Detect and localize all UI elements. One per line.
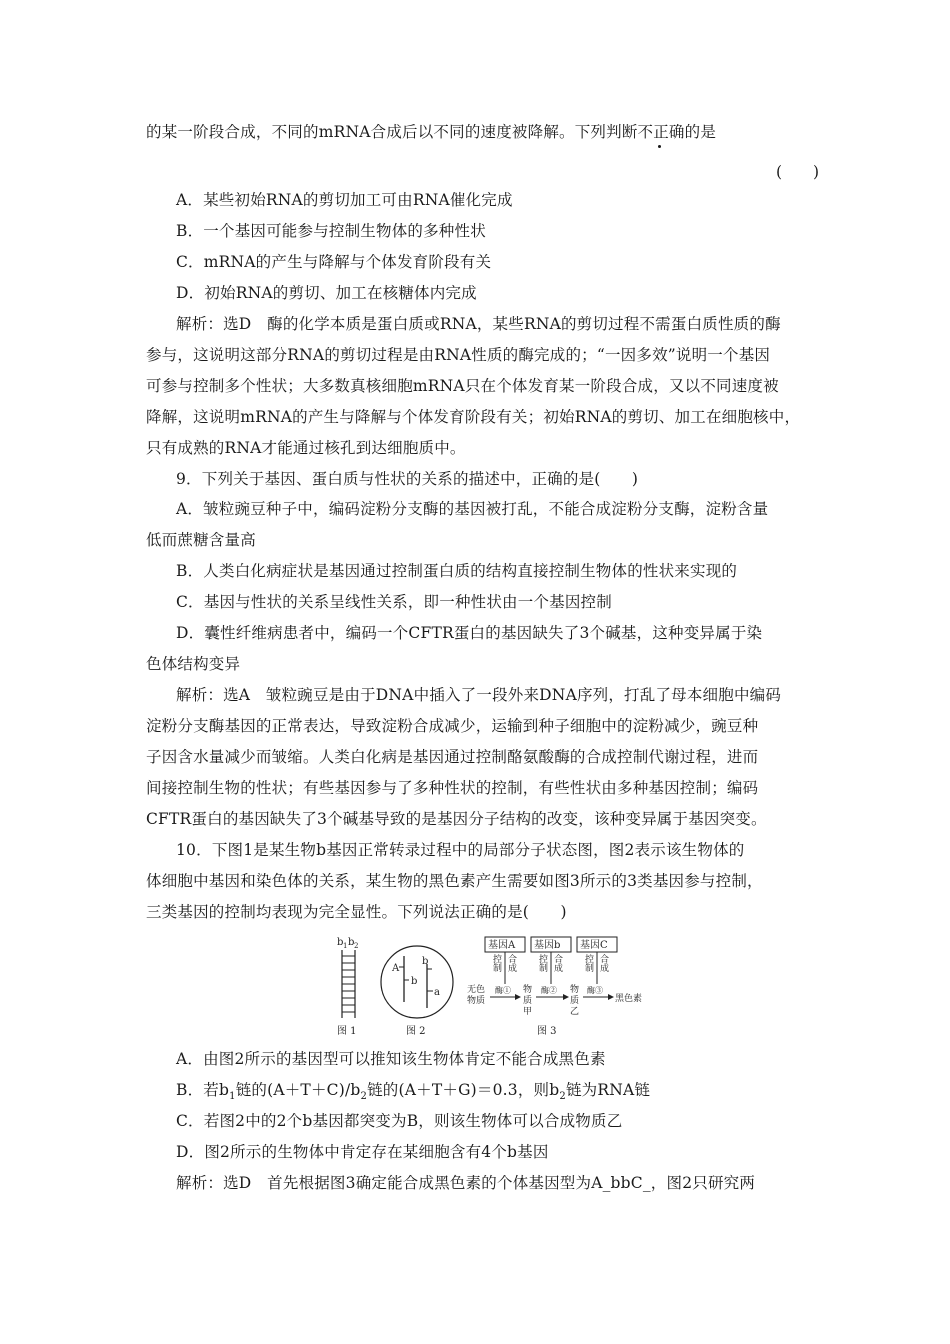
q10-stem-cont: 体细胞中基因和染色体的关系，某生物的黑色素产生需要如图3所示的3类基因参与控制，: [146, 872, 763, 890]
q9-option-a: A．皱粒豌豆种子中，编码淀粉分支酶的基因被打乱，不能合成淀粉分支酶，淀粉含量: [176, 500, 769, 518]
syn-a-2: 成: [508, 964, 518, 974]
q10-option-b: [176, 1080, 650, 1107]
figure-3-pathway: [467, 937, 642, 1037]
ctrl-a-1: 控: [493, 955, 503, 965]
q10-option-b-sub2: 2: [360, 1091, 368, 1103]
q9-option-c: C．基因与性状的关系呈线性关系，即一种性状由一个基因控制: [176, 593, 612, 611]
q8-option-c: C．mRNA的产生与降解与个体发育阶段有关: [176, 253, 492, 271]
mid1-1: 物: [523, 985, 533, 995]
ctrl-b-2: 制: [539, 964, 549, 974]
enzyme-2: 酶②: [541, 986, 557, 995]
q9-analysis-line: 间接控制生物的性状；有些基因参与了多种性状的控制，有些性状由多种基因控制；编码: [146, 779, 759, 797]
q9-analysis-line: 淀粉分支酶基因的正常表达，导致淀粉合成减少，运输到种子细胞中的淀粉减少，豌豆种: [146, 717, 759, 735]
gene-b-box: 基因b: [534, 940, 561, 951]
q9-stem: 9．下列关于基因、蛋白质与性状的关系的描述中，正确的是( ): [176, 470, 639, 488]
q9-analysis-line: 子因含水量减少而皱缩。人类白化病是基因通过控制酪氨酸酶的合成控制代谢过程，进而: [146, 748, 759, 766]
mid2-3: 乙: [570, 1007, 580, 1017]
enzyme-3: 酶③: [587, 986, 603, 995]
fig1-strand1-label: b: [337, 937, 344, 948]
q10-option-d: D．图2所示的生物体中肯定存在某细胞含有4个b基因: [176, 1143, 549, 1161]
q8-option-d: D．初始RNA的剪切、加工在核糖体内完成: [176, 284, 477, 302]
start-substance-1: 无色: [467, 985, 486, 995]
syn-b-1: 合: [554, 955, 564, 965]
mid1-2: 质: [523, 996, 533, 1006]
enzyme-1: 酶①: [495, 986, 511, 995]
syn-b-2: 成: [554, 964, 564, 974]
emphasis-dot: [658, 145, 661, 148]
gene-a-box: 基因A: [488, 940, 516, 951]
ctrl-b-1: 控: [539, 955, 549, 965]
q10-analysis-line: 解析：选D 首先根据图3确定能合成黑色素的个体基因型为A_bbC_，图2只研究两: [176, 1174, 756, 1192]
figure-2-cell: [381, 946, 453, 1037]
end-product: 黑色素: [615, 994, 643, 1004]
q10-option-c: C．若图2中的2个b基因都突变为B，则该生物体可以合成物质乙: [176, 1112, 623, 1130]
q10-option-b-pre: B．若b: [176, 1081, 230, 1099]
q10-stem: 10．下图1是某生物b基因正常转录过程中的局部分子状态图，图2表示该生物体的: [176, 841, 745, 859]
q10-option-b-mid: 链的(A＋T＋C)/b: [235, 1081, 361, 1099]
q10-stem-cont: 三类基因的控制均表现为完全显性。下列说法正确的是( ): [146, 903, 567, 921]
gene-c-box: 基因C: [580, 940, 608, 951]
intro-line: 的某一阶段合成，不同的mRNA合成后以不同的速度被降解。下列判断不正确的是: [146, 123, 717, 141]
q10-option-b-sub3: 2: [559, 1091, 566, 1103]
q9-option-b: B．人类白化病症状是基因通过控制蛋白质的结构直接控制生物体的性状来实现的: [176, 562, 738, 580]
q10-option-a: A．由图2所示的基因型可以推知该生物体肯定不能合成黑色素: [176, 1050, 606, 1068]
mid2-1: 物: [570, 985, 580, 995]
answer-paren: ( ): [776, 163, 820, 181]
q8-analysis-line: 可参与控制多个性状；大多数真核细胞mRNA只在个体发育某一阶段合成，又以不同速度被: [146, 377, 779, 395]
q9-analysis-line: CFTR蛋白的基因缺失了3个碱基导致的是基因分子结构的改变，该种变异属于基因突变。: [146, 810, 767, 828]
fig3-caption: 图 3: [537, 1026, 557, 1037]
q10-option-b-end: 链为RNA链: [565, 1081, 651, 1099]
fig2-caption: 图 2: [406, 1026, 426, 1037]
q8-analysis-line: 只有成熟的RNA才能通过核孔到达细胞质中。: [146, 439, 466, 457]
q9-option-d: D．囊性纤维病患者中，编码一个CFTR蛋白的基因缺失了3个碱基，这种变异属于染: [176, 624, 763, 642]
fig1-strand1-sub: 1: [343, 942, 348, 950]
q9-analysis-line: 解析：选A 皱粒豌豆是由于DNA中插入了一段外来DNA序列，打乱了母本细胞中编码: [176, 686, 782, 704]
syn-c-2: 成: [600, 964, 610, 974]
mid1-3: 甲: [523, 1007, 533, 1017]
fig2-gene-b-top: b: [422, 956, 429, 967]
fig1-strand2-label: b: [348, 937, 355, 948]
q10-option-b-mid2: 链的(A＋T＋G)＝0.3，则b: [367, 1081, 560, 1099]
q10-figure: [330, 934, 650, 1038]
fig1-caption: 图 1: [337, 1026, 357, 1037]
q8-option-a: A．某些初始RNA的剪切加工可由RNA催化完成: [176, 191, 513, 209]
syn-c-1: 合: [600, 955, 610, 965]
q9-option-a-cont: 低而蔗糖含量高: [146, 531, 256, 549]
q8-option-b: B．一个基因可能参与控制生物体的多种性状: [176, 222, 486, 240]
q8-analysis-line: 解析：选D 酶的化学本质是蛋白质或RNA，某些RNA的剪切过程不需蛋白质性质的酶: [176, 315, 781, 333]
ctrl-c-1: 控: [585, 955, 595, 965]
fig2-gene-a-upper: A: [392, 963, 400, 974]
q8-analysis-line: 参与，这说明这部分RNA的剪切过程是由RNA性质的酶完成的；“一因多效”说明一个基因: [146, 346, 771, 364]
start-substance-2: 物质: [467, 996, 486, 1006]
q9-option-d-cont: 色体结构变异: [146, 655, 241, 673]
mid2-2: 质: [570, 996, 580, 1006]
ctrl-a-2: 制: [493, 964, 503, 974]
fig2-gene-a-lower: a: [434, 987, 440, 998]
q8-analysis-line: 降解，这说明mRNA的产生与降解与个体发育阶段有关；初始RNA的剪切、加工在细胞核中，: [146, 408, 801, 426]
figure-1-ladder: [337, 937, 358, 1037]
q10-option-b-sub1: 1: [229, 1091, 236, 1103]
ctrl-c-2: 制: [585, 964, 595, 974]
fig2-gene-b-low: b: [411, 976, 418, 987]
syn-a-1: 合: [508, 955, 518, 965]
fig1-strand2-sub: 2: [354, 942, 359, 950]
